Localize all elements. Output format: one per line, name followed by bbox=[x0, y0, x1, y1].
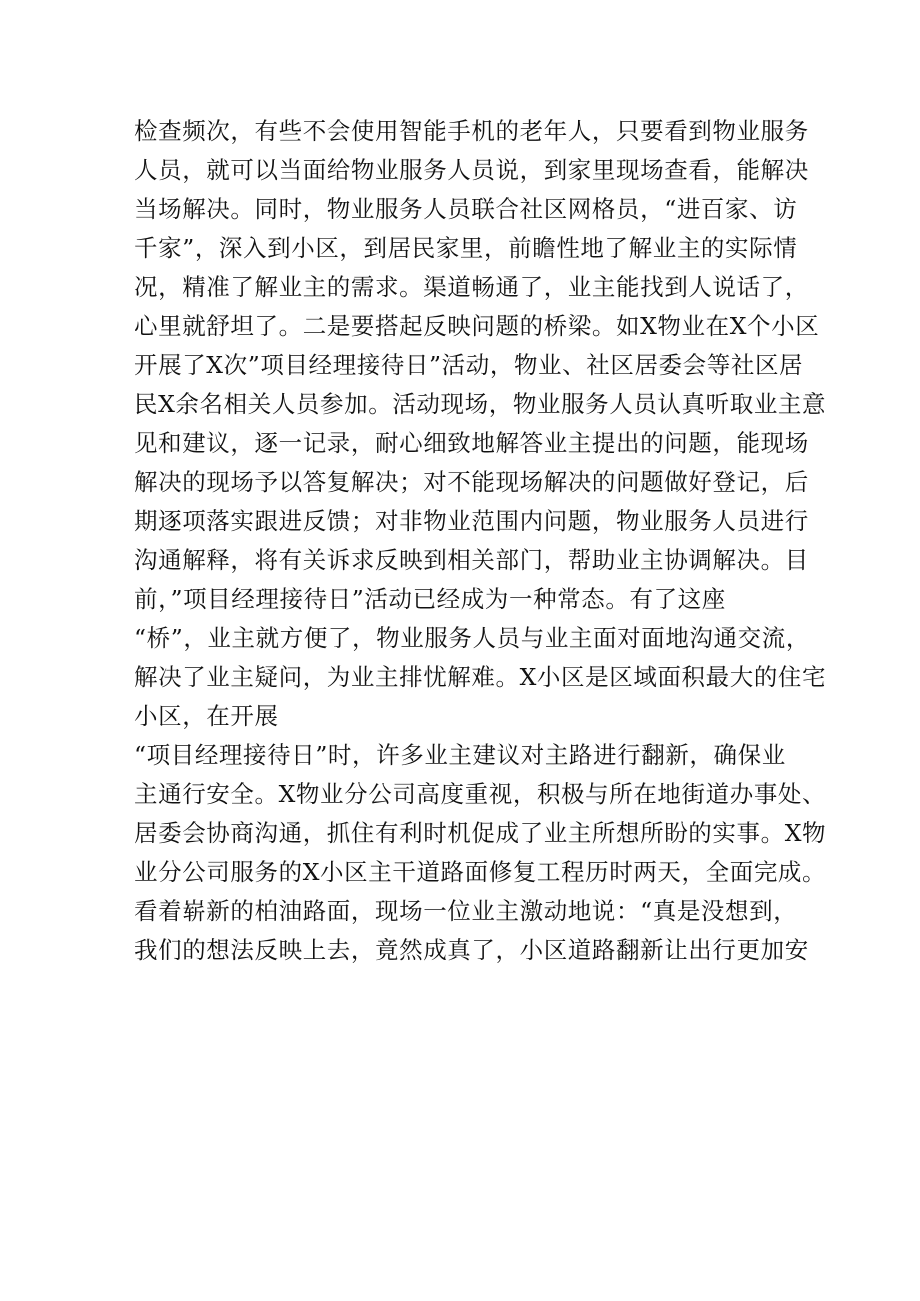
text-line-21: 看着崭新的柏油路面，现场一位业主激动地说：“真是没想到， bbox=[134, 897, 798, 925]
text-line-5: 况，精准了解业主的需求。渠道畅通了，业主能找到人说话了， bbox=[134, 273, 809, 301]
text-line-18: 主通行安全。X物业分公司高度重视，积极与所在地街道办事处、 bbox=[134, 780, 827, 808]
text-line-7: 开展了X次”项目经理接待日”活动，物业、社区居委会等社区居 bbox=[134, 351, 804, 379]
text-line-16: 小区，在开展 bbox=[134, 702, 279, 730]
text-line-17: “项目经理接待日”时，许多业主建议对主路进行翻新，确保业 bbox=[134, 741, 786, 769]
text-line-15: 解决了业主疑问，为业主排忧解难。X小区是区域面积最大的住宅 bbox=[134, 663, 827, 691]
text-line-19: 居委会协商沟通，抓住有利时机促成了业主所想所盼的实事。X物 bbox=[134, 819, 827, 847]
text-line-22: 我们的想法反映上去，竟然成真了，小区道路翻新让出行更加安 bbox=[134, 936, 809, 964]
text-line-9: 见和建议，逐一记录，耐心细致地解答业主提出的问题，能现场 bbox=[134, 429, 809, 457]
text-line-10: 解决的现场予以答复解决；对不能现场解决的问题做好登记，后 bbox=[134, 468, 809, 496]
text-line-2: 人员，就可以当面给物业服务人员说，到家里现场查看，能解决 bbox=[134, 156, 809, 184]
text-line-13: 前，”项目经理接待日”活动已经成为一种常态。有了这座 bbox=[134, 585, 726, 613]
text-line-3: 当场解决。同时，物业服务人员联合社区网格员，“进百家、访 bbox=[134, 195, 798, 223]
text-line-4: 千家”，深入到小区，到居民家里，前瞻性地了解业主的实际情 bbox=[134, 234, 798, 262]
text-line-1: 检查频次，有些不会使用智能手机的老年人，只要看到物业服务 bbox=[134, 117, 809, 145]
text-line-12: 沟通解释，将有关诉求反映到相关部门，帮助业主协调解决。目 bbox=[134, 546, 809, 574]
text-line-20: 业分公司服务的X小区主干道路面修复工程历时两天，全面完成。 bbox=[134, 858, 827, 886]
text-line-6: 心里就舒坦了。二是要搭起反映问题的桥梁。如X物业在X个小区 bbox=[134, 312, 820, 340]
text-line-14: “桥”，业主就方便了，物业服务人员与业主面对面地沟通交流， bbox=[134, 624, 810, 652]
text-line-8: 民X余名相关人员参加。活动现场，物业服务人员认真听取业主意 bbox=[134, 390, 827, 418]
body-text bbox=[134, 112, 827, 970]
text-line-11: 期逐项落实跟进反馈；对非物业范围内问题，物业服务人员进行 bbox=[134, 507, 809, 535]
